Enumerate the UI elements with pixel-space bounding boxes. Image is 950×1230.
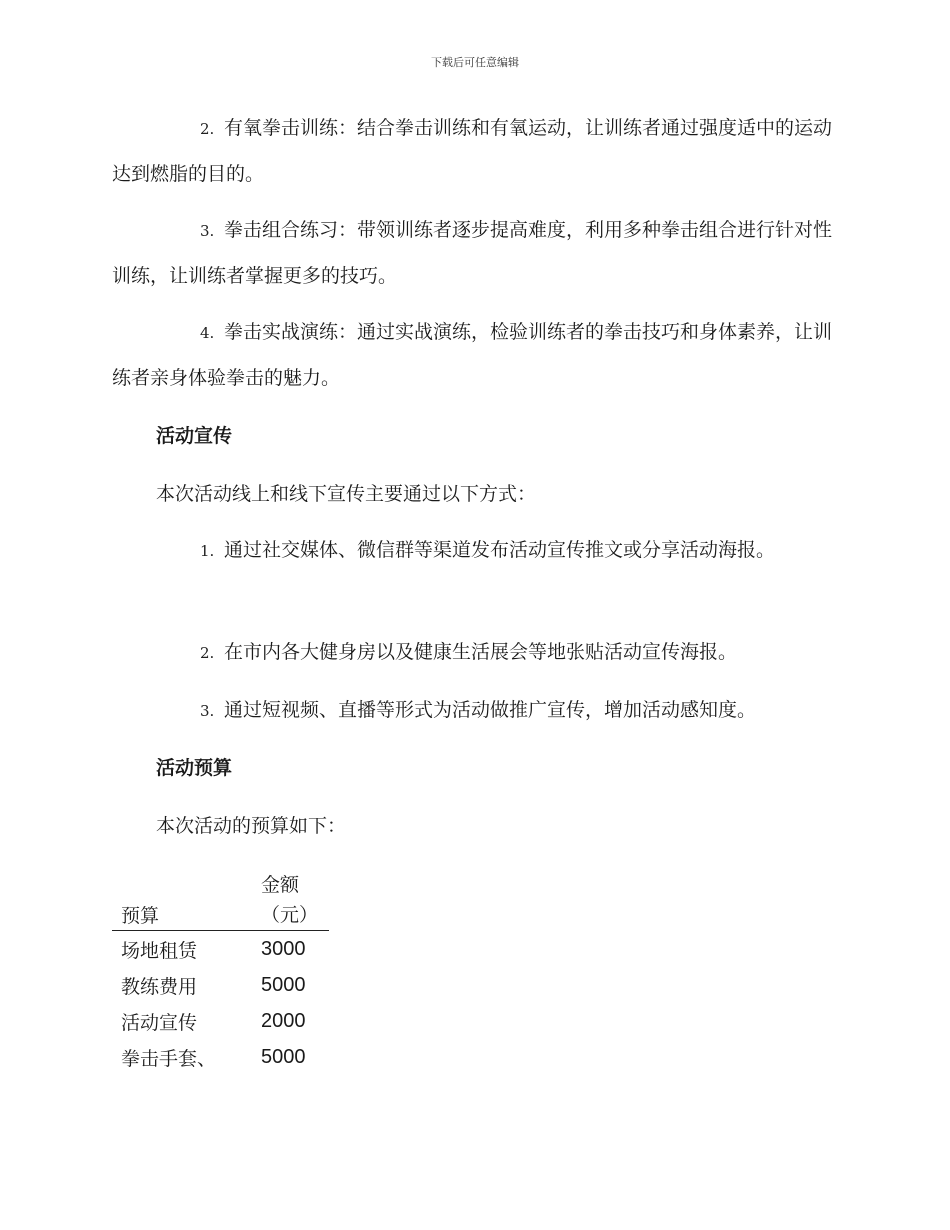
list-item: [112, 528, 832, 574]
budget-amount: 5000: [261, 1045, 306, 1068]
table-row: [112, 931, 329, 968]
list-item: [112, 688, 832, 734]
promotion-intro: 本次活动线上和线下宣传主要通过以下方式：: [156, 483, 537, 505]
list-text: 拳击组合练习：带领训练者逐步提高难度，利用多种拳击组合进行针对性训练，让训练者掌握更多的技巧。: [112, 219, 833, 287]
table-row: [112, 1039, 329, 1075]
column-header-item: 预算: [112, 870, 261, 931]
budget-item: 拳击手套、: [121, 1047, 217, 1070]
list-number: 2.: [200, 644, 215, 662]
list-text: 通过短视频、直播等形式为活动做推广宣传，增加活动感知度。: [224, 699, 757, 721]
list-item: [112, 310, 832, 401]
section-heading-budget: 活动预算: [156, 757, 233, 779]
list-text: 通过社交媒体、微信群等渠道发布活动宣传推文或分享活动海报。: [224, 539, 776, 561]
budget-amount: 2000: [261, 1009, 306, 1032]
list-text: 在市内各大健身房以及健康生活展会等地张贴活动宣传海报。: [224, 641, 738, 663]
list-number: 2.: [200, 120, 215, 138]
list-text: 拳击实战演练：通过实战演练，检验训练者的拳击技巧和身体素养，让训练者亲身体验拳击的魅力。: [112, 321, 833, 389]
list-item: [112, 106, 832, 197]
budget-table: [112, 870, 329, 1075]
column-header-amount: 金额（元）: [261, 870, 329, 931]
list-number: 4.: [200, 324, 215, 342]
page-header: 下载后可任意编辑: [431, 56, 519, 69]
budget-item: 教练费用: [121, 975, 198, 998]
table-header-row: [112, 870, 329, 931]
budget-amount: 3000: [261, 937, 306, 960]
table-row: [112, 1003, 329, 1039]
budget-item: 场地租赁: [121, 939, 198, 962]
list-text: 有氧拳击训练：结合拳击训练和有氧运动，让训练者通过强度适中的运动达到燃脂的目的。: [112, 117, 833, 185]
list-item: [112, 630, 832, 676]
budget-amount: 5000: [261, 973, 306, 996]
budget-item: 活动宣传: [121, 1011, 198, 1034]
budget-intro: 本次活动的预算如下：: [156, 815, 347, 837]
list-number: 3.: [200, 222, 215, 240]
table-row: [112, 967, 329, 1003]
list-item: [112, 208, 832, 299]
list-number: 1.: [200, 542, 215, 560]
section-heading-promotion: 活动宣传: [156, 425, 233, 447]
list-number: 3.: [200, 702, 215, 720]
